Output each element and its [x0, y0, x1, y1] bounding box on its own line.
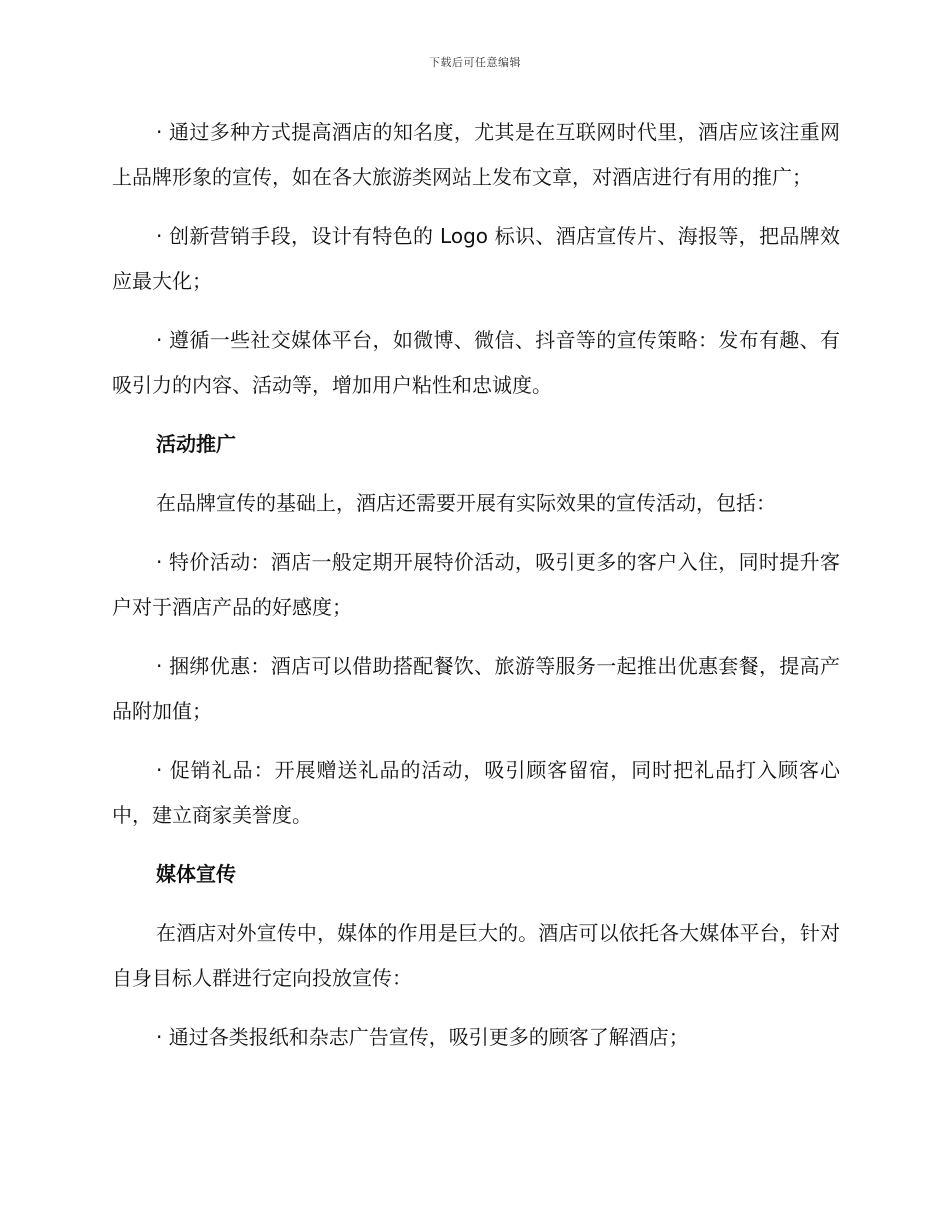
bullet-paragraph: · 遵循一些社交媒体平台，如微博、微信、抖音等的宣传策略：发布有趣、有吸引力的内容、活动等，增加用户粘性和忠诚度。 [112, 328, 840, 397]
section-heading: 活动推广 [156, 432, 236, 456]
section-heading: 媒体宣传 [156, 862, 236, 886]
bullet-paragraph: · 捆绑优惠：酒店可以借助搭配餐饮、旅游等服务一起推出优惠套餐，提高产品附加值； [112, 654, 840, 723]
bullet-paragraph: · 促销礼品：开展赠送礼品的活动，吸引顾客留宿，同时把礼品打入顾客心中，建立商家美誉度。 [112, 758, 840, 827]
bullet-paragraph: · 通过各类报纸和杂志广告宣传，吸引更多的顾客了解酒店； [156, 1025, 689, 1049]
bullet-paragraph: · 创新营销手段，设计有特色的 Logo 标识、酒店宣传片、海报等，把品牌效应最大化； [112, 224, 840, 293]
page-header: 下载后可任意编辑 [429, 56, 521, 69]
body-paragraph: 在品牌宣传的基础上，酒店还需要开展有实际效果的宣传活动，包括： [156, 491, 776, 515]
bullet-paragraph: · 通过多种方式提高酒店的知名度，尤其是在互联网时代里，酒店应该注重网上品牌形象的宣传，如在各大旅游类网站上发布文章，对酒店进行有用的推广； [112, 120, 840, 189]
body-paragraph: 在酒店对外宣传中，媒体的作用是巨大的。酒店可以依托各大媒体平台，针对自身目标人群进行定向投放宣传： [112, 921, 840, 990]
document-body [112, 110, 840, 1074]
bullet-paragraph: · 特价活动：酒店一般定期开展特价活动，吸引更多的客户入住，同时提升客户对于酒店产品的好感度； [112, 550, 840, 619]
